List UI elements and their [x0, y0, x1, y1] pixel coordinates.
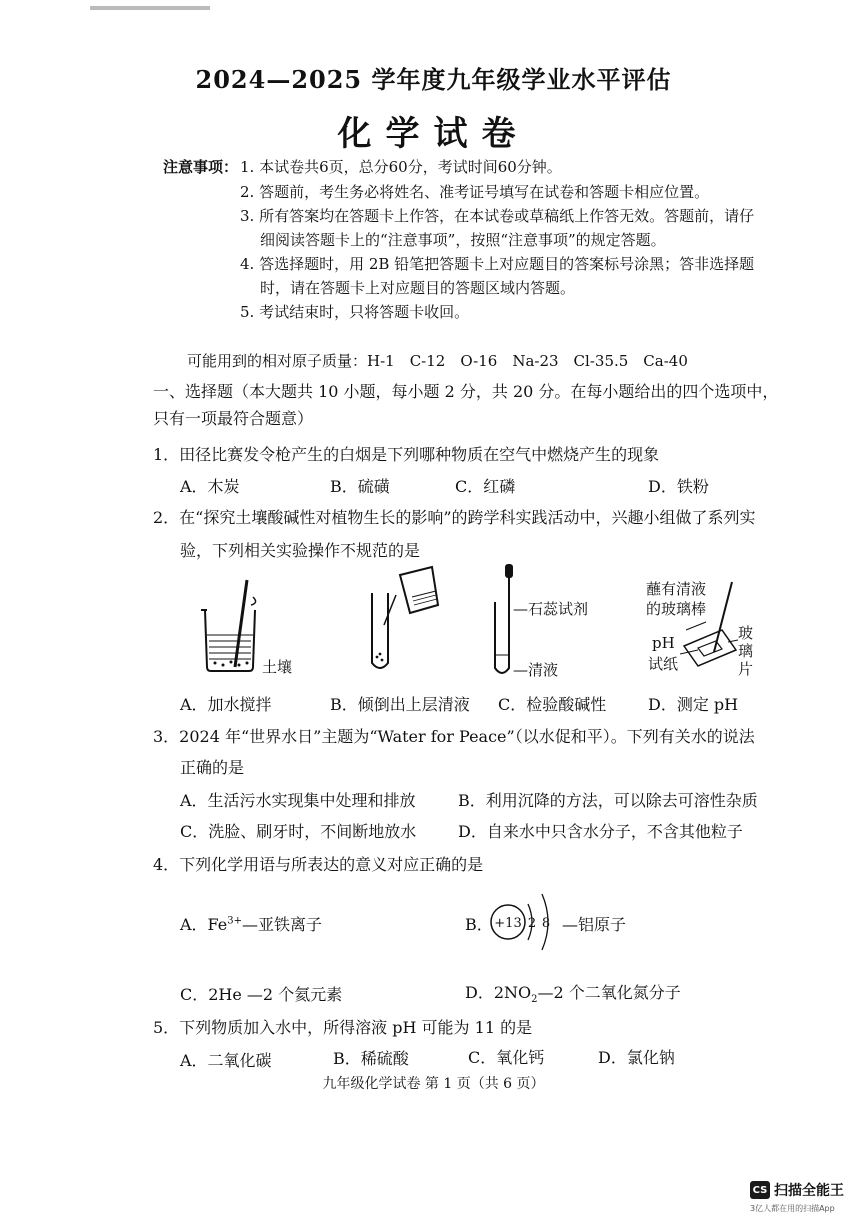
question-3-option-b: B．利用沉降的方法，可以除去可溶性杂质: [458, 791, 758, 810]
notice-item: 5. 考试结束时，只将答题卡收回。: [240, 303, 470, 321]
scanner-watermark: [750, 1180, 844, 1200]
question-5-option-a: A．二氧化碳: [180, 1051, 272, 1070]
ph-test-figure: [680, 580, 740, 670]
question-1-option-a: A．木炭: [180, 477, 240, 496]
question-4-stem: 4．下列化学用语与所表达的意义对应正确的是: [153, 855, 484, 874]
figure-label-litmus: —石蕊试剂: [513, 600, 589, 618]
atomic-masses: 可能用到的相对原子质量：H-1 C-12 O-16 Na-23 Cl-35.5 Ca-40: [187, 352, 688, 370]
subject-title: 化学试卷: [337, 114, 530, 154]
notice-item: 4. 答选择题时，用 2B 铅笔把答题卡上对应题目的答案标号涂黑；答非选择题: [240, 255, 755, 273]
exam-title: 2024—2025 学年度九年级学业水平评估: [195, 65, 672, 94]
figure-label-glass-rod: 的玻璃棒: [646, 600, 707, 618]
question-4-option-b-label: B．: [465, 915, 493, 934]
question-4-option-c: C．2He —2 个氦元素: [180, 985, 343, 1004]
electron-shell-2-label: 8: [541, 916, 551, 931]
question-4-option-a: A．$Fe^{3+}—$亚铁离子: [180, 915, 323, 934]
aluminum-atom-structure-diagram: [488, 890, 560, 954]
question-5-option-b: B．稀硫酸: [333, 1049, 409, 1068]
nucleus-charge-label: +13: [494, 916, 522, 931]
question-5-option-c: C．氧化钙: [468, 1048, 545, 1067]
question-2-option-a: A．加水搅拌: [180, 695, 272, 714]
question-1-option-d: D．铁粉: [648, 477, 709, 496]
notice-item: 3. 所有答案均在答题卡上作答，在本试卷或草稿纸上作答无效。答题前，请仔: [240, 207, 755, 225]
figure-label-ph: pH: [652, 634, 675, 652]
question-2-option-c: C．检验酸碱性: [498, 695, 607, 714]
question-3-option-c: C．洗脸、刷牙时，不间断地放水: [180, 822, 417, 841]
question-3-stem: 3．2024 年“世界水日”主题为“Water for Peace”（以水促和平）。下列有关水的说法: [153, 727, 755, 746]
page-footer: 九年级化学试卷 第 1 页（共 6 页）: [322, 1076, 545, 1092]
pouring-figure: [360, 565, 440, 675]
scanner-app-name: 扫描全能王: [774, 1183, 844, 1199]
figure-label-ph-paper: 试纸: [648, 655, 679, 673]
notice-item: 时，请在答题卡上对应题目的答题区域内答题。: [260, 279, 576, 297]
figure-label-glass-plate: 璃: [738, 642, 754, 660]
question-1-stem: 1．田径比赛发令枪产生的白烟是下列哪种物质在空气中燃烧产生的现象: [153, 445, 660, 464]
question-2-option-d: D．测定 pH: [648, 695, 739, 714]
scanner-tagline: 3亿人都在用的扫描App: [750, 1204, 835, 1213]
scan-artifact: [90, 6, 210, 10]
section-heading: 只有一项最符合题意）: [153, 409, 314, 428]
question-2-stem: 2．在“探究土壤酸碱性对植物生长的影响”的跨学科实践活动中，兴趣小组做了系列实: [153, 508, 756, 527]
question-3-option-d: D．自来水中只含水分子，不含其他粒子: [458, 822, 743, 841]
notice-item: 细阅读答题卡上的“注意事项”，按照“注意事项”的规定答题。: [260, 231, 666, 249]
notice-item: 2. 答题前，考生务必将姓名、准考证号填写在试卷和答题卡相应位置。: [240, 183, 710, 201]
question-3-option-a: A．生活污水实现集中处理和排放: [180, 791, 416, 810]
question-2-stem: 验，下列相关实验操作不规范的是: [180, 541, 421, 560]
section-heading: 一、选择题（本大题共 10 小题，每小题 2 分，共 20 分。在每小题给出的四个选项中，: [153, 382, 779, 401]
notice-label: 注意事项：: [163, 158, 239, 176]
figure-label-glass-plate: 玻: [738, 624, 754, 642]
question-4-option-d: D．$2NO_2—2$ 个二氧化氮分子: [465, 983, 681, 1006]
figure-label-glass-plate: 片: [738, 660, 754, 678]
notice-item: 1. 本试卷共6页，总分60分，考试时间60分钟。: [240, 158, 562, 176]
question-5-stem: 5．下列物质加入水中，所得溶液 pH 可能为 11 的是: [153, 1018, 533, 1037]
figure-label-soil: 土壤: [262, 658, 293, 676]
question-2-option-b: B．倾倒出上层清液: [330, 695, 470, 714]
question-4-option-b-text: —铝原子: [562, 915, 627, 934]
figure-label-clear-liquid: —清液: [513, 661, 559, 679]
question-1-option-b: B．硫磺: [330, 477, 390, 496]
question-1-option-c: C．红磷: [455, 477, 516, 496]
question-3-stem: 正确的是: [180, 758, 245, 777]
question-5-option-d: D．氯化钠: [598, 1048, 675, 1067]
scanner-logo-icon: CS: [750, 1181, 770, 1199]
electron-shell-1-label: 2: [527, 916, 537, 931]
beaker-stirring-figure: [195, 575, 265, 675]
figure-label-glass-rod: 蘸有清液: [646, 580, 707, 598]
